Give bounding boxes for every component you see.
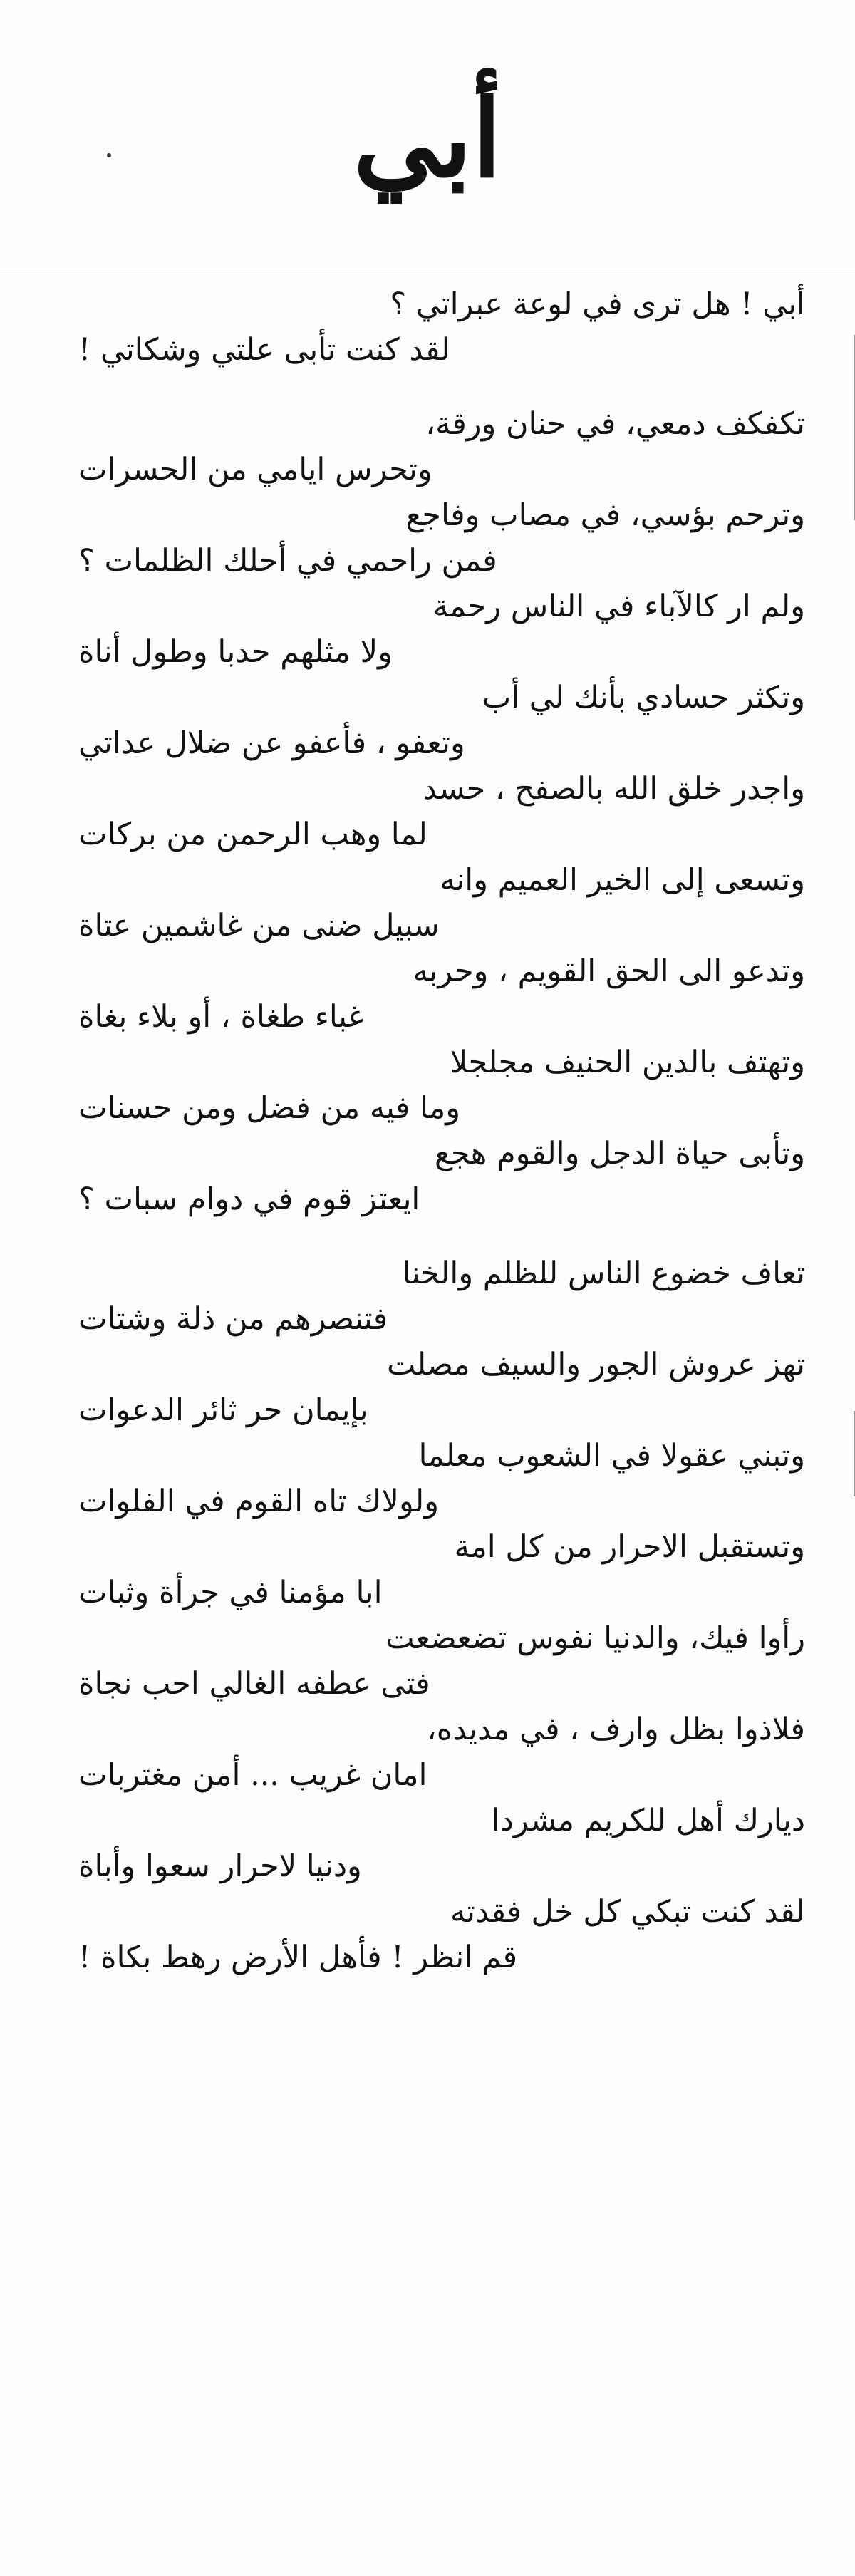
- poem-line: وتعفو ، فأعفو عن ضلال عداتي: [78, 725, 465, 761]
- poem-body: [78, 281, 805, 1980]
- poem-line: امان غريب ... أمن مغتربات: [78, 1757, 428, 1793]
- poem-line: وتسعى إلى الخير العميم وانه: [440, 862, 805, 898]
- stanza-gap: [78, 373, 805, 401]
- poem-line: وتبني عقولا في الشعوب معلما: [418, 1438, 805, 1474]
- poem-line: سبيل ضنى من غاشمين عتاة: [78, 908, 440, 943]
- poem-line: وتدعو الى الحق القويم ، وحربه: [413, 953, 805, 989]
- poem-line: وتستقبل الاحرار من كل امة: [454, 1529, 805, 1565]
- poem-line: لقد كنت تأبى علتي وشكاتي !: [78, 332, 450, 368]
- poem-line: لقد كنت تبكي كل خل فقدته: [450, 1894, 805, 1930]
- poem-line: غباء طغاة ، أو بلاء بغاة: [78, 999, 364, 1035]
- poem-line: فتى عطفه الغالي احب نجاة: [78, 1666, 430, 1702]
- poem-line: ديارك أهل للكريم مشردا: [491, 1803, 805, 1838]
- poem-line: أبي ! هل ترى في لوعة عبراتي ؟: [390, 286, 805, 322]
- poem-line: بإيمان حر ثائر الدعوات: [78, 1392, 368, 1428]
- poem-title: أبي: [353, 76, 502, 202]
- poem-line: ابا مؤمنا في جرأة وثبات: [78, 1575, 383, 1610]
- poem-line: فتنصرهم من ذلة وشتات: [78, 1301, 388, 1337]
- poem-line: ولم ار كالآباء في الناس رحمة: [432, 589, 805, 624]
- poem-line: ايعتز قوم في دوام سبات ؟: [78, 1181, 420, 1217]
- poem-line: تعاف خضوع الناس للظلم والخنا: [402, 1256, 805, 1291]
- ink-speck: [107, 153, 111, 157]
- poem-line: وتحرس ايامي من الحسرات: [78, 452, 432, 487]
- stanza-gap: [78, 1222, 805, 1251]
- poem-line: تكفكف دمعي، في حنان ورقة،: [425, 406, 805, 442]
- poem-line: قم انظر ! فأهل الأرض رهط بكاة !: [78, 1940, 518, 1975]
- poem-line: وما فيه من فضل ومن حسنات: [78, 1090, 461, 1126]
- poem-line: ودنيا لاحرار سعوا وأباة: [78, 1848, 362, 1884]
- poem-line: وتأبى حياة الدجل والقوم هجع: [435, 1136, 805, 1171]
- poem-line: فلاذوا بظل وارف ، في مديده،: [426, 1712, 805, 1747]
- poem-line: ولا مثلهم حدبا وطول أناة: [78, 634, 393, 670]
- poem-line: لما وهب الرحمن من بركات: [78, 817, 428, 852]
- poem-line: واجدر خلق الله بالصفح ، حسد: [423, 771, 805, 807]
- poem-line: فمن راحمي في أحلك الظلمات ؟: [78, 543, 497, 579]
- poem-line: تهز عروش الجور والسيف مصلت: [386, 1347, 805, 1382]
- poem-line: وترحم بؤسي، في مصاب وفاجع: [405, 497, 805, 533]
- poem-line: وتكثر حسادي بأنك لي أب: [482, 680, 805, 715]
- poem-line: وتهتف بالدين الحنيف مجلجلا: [450, 1045, 805, 1080]
- poem-line: ولولاك تاه القوم في الفلوات: [78, 1484, 440, 1519]
- poem-line: رأوا فيك، والدنيا نفوس تضعضعت: [385, 1620, 805, 1656]
